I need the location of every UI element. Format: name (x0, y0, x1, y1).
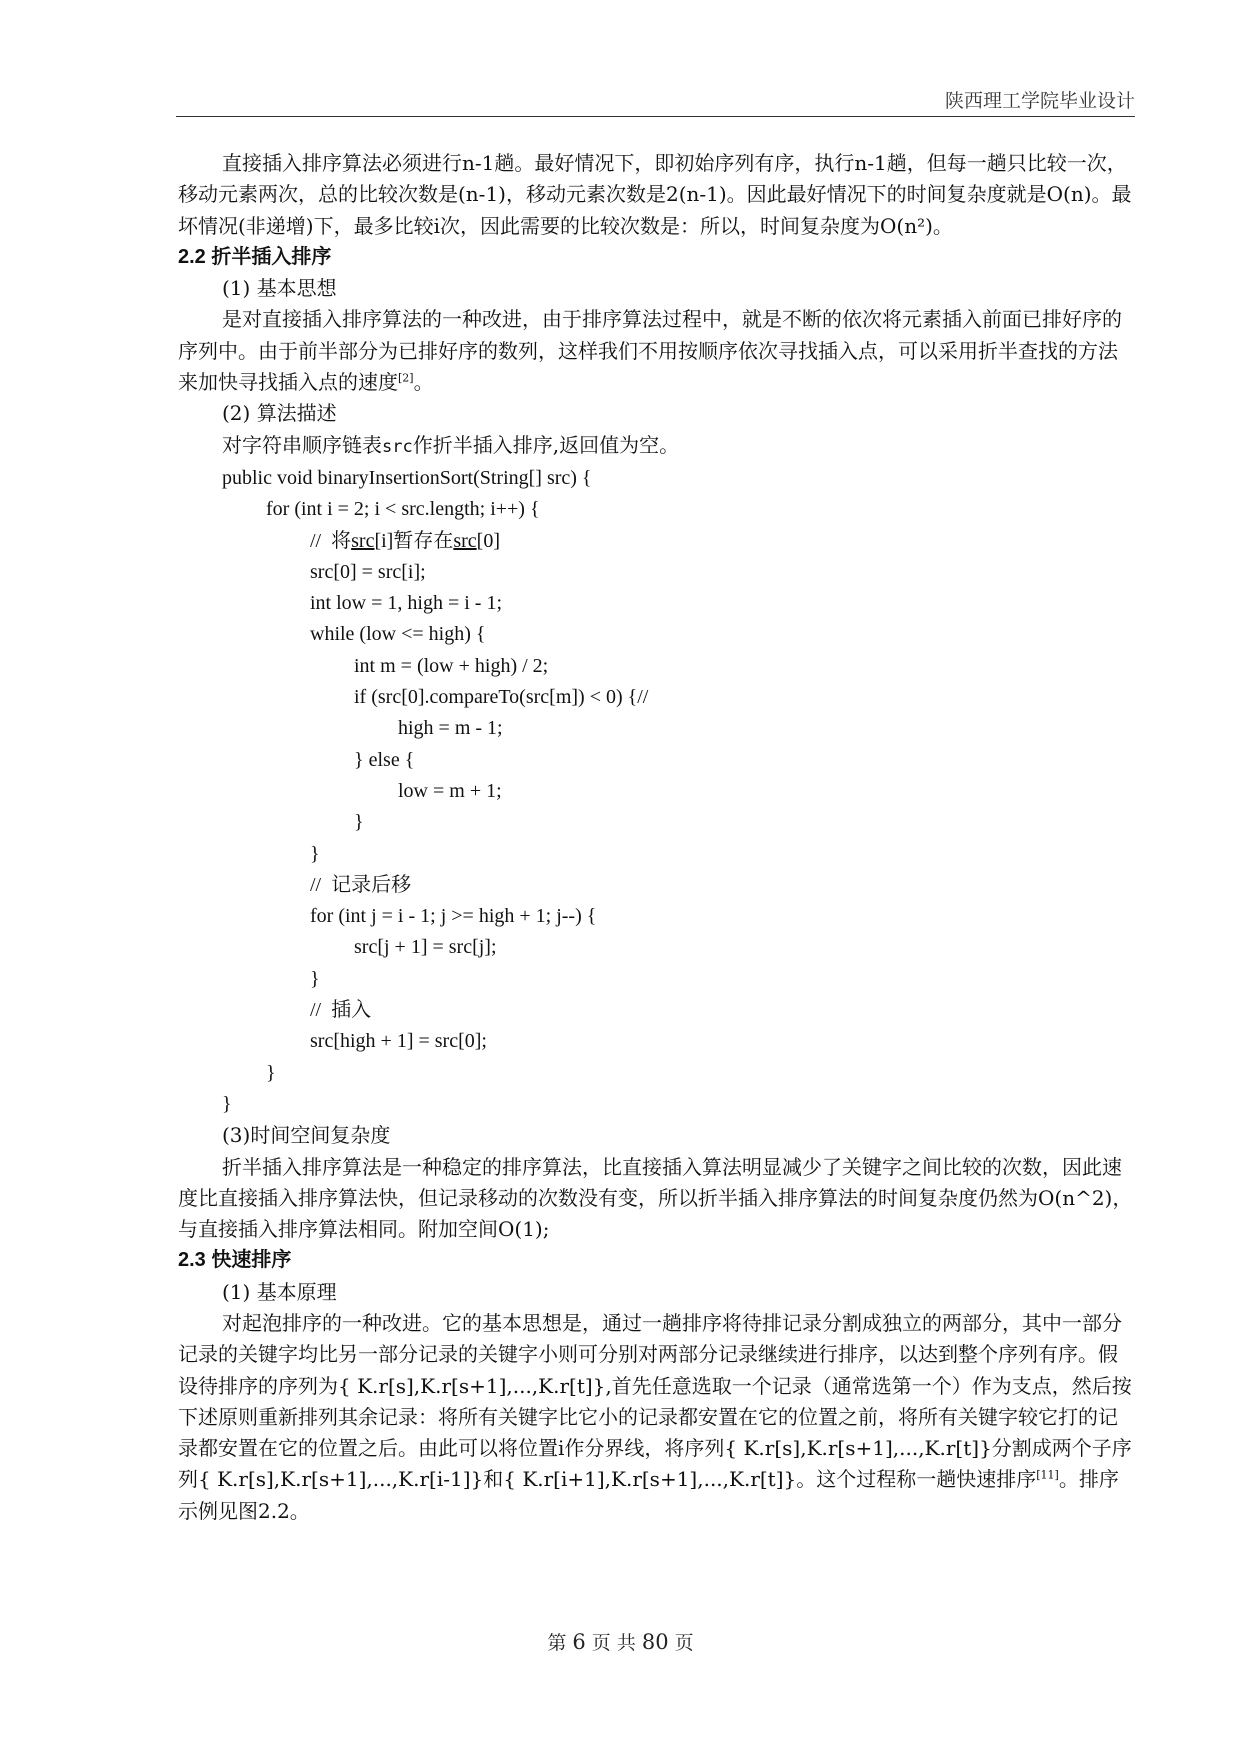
code-line: if (src[0].compareTo(src[m]) < 0) {// (354, 686, 649, 709)
intro-paragraph: 直接插入排序算法必须进行n-1趟。最好情况下，即初始序列有序，执行n-1趟，但每一趟只比较一次，移动元素两次，总的比较次数是(n-1)，移动元素次数是2(n-1)。因此最好情况下的时间复杂度就是O(n)。最坏情况(非递增)下，最多比较i次，因此需要的比较次数是：所以，时间复杂度为O(n²)。 (178, 151, 1132, 238)
section-heading-2-3: 2.3 快速排序 (178, 1249, 292, 1272)
code-line: src[j + 1] = src[j]; (354, 936, 497, 959)
code-line: high = m - 1; (398, 717, 503, 740)
paragraph-algorithm: 对字符串顺序链表src作折半插入排序,返回值为空。 (222, 432, 680, 457)
code-line: // 将src[i]暂存在src[0] (310, 529, 500, 552)
citation-ref: [11] (1036, 1468, 1059, 1482)
code-line: src[high + 1] = src[0]; (310, 1030, 487, 1053)
code-line: } (310, 842, 320, 865)
code-line: public void binaryInsertionSort(String[] src) { (222, 466, 592, 489)
subheading-algorithm: (2) 算法描述 (222, 401, 337, 426)
code-line: int m = (low + high) / 2; (354, 654, 549, 677)
paragraph-quicksort: 对起泡排序的一种改进。它的基本思想是，通过一趟排序将待排记录分割成独立的两部分，其中一部分记录的关键字均比另一部分记录的关键字小则可分别对两部分记录继续进行排序，以达到整个序列有序。假设待排序的序列为{ K.r[s],K.r[s+1],...,K.r[t]},首先任意选取一个记录（通常选第一个）作为支点，然后按下述原则重新排列其余记录：将所有关键字比它小的记录都安置在它的位置之前，将所有关键字较它打的记录都安置在它的位置之后。由此可以将位置i作分界线，将序列{ K.r[s],K.r[s+1],...,K.r[t]}分割成两个子序列{ K.r[s],K.r[s+1],...,K.r[i-1]}和{ K.r[i+1],K.r[s+1],...,K.r[t]}。这个过程称一趟快速排序[11]。排序示例见图2.2。 (178, 1310, 1132, 1523)
code-line: } (310, 967, 320, 990)
code-line: } (266, 1061, 276, 1084)
code-line: } (222, 1092, 232, 1115)
code-line: low = m + 1; (398, 779, 502, 802)
code-line: while (low <= high) { (310, 623, 486, 646)
page-header: 陕西理工学院毕业设计 (176, 86, 1135, 117)
section-heading-2-2: 2.2 折半插入排序 (178, 245, 332, 268)
page-number: 6 (572, 1630, 586, 1654)
page-footer: 第 6 页 共 80 页 (547, 1630, 694, 1654)
total-pages: 80 (641, 1630, 669, 1654)
code-line: // 记录后移 (310, 873, 412, 896)
paragraph-basic-idea: 是对直接插入排序算法的一种改进，由于排序算法过程中，就是不断的依次将元素插入前面已排好序的序列中。由于前半部分为已排好序的数列，这样我们不用按顺序依次寻找插入点，可以采用折半查找的方法来加快寻找插入点的速度[2]。 (178, 307, 1122, 395)
code-line: } (354, 811, 364, 834)
code-line: int low = 1, high = i - 1; (310, 592, 503, 615)
code-line: src[0] = src[i]; (310, 560, 426, 583)
code-block (178, 463, 1133, 1120)
code-line: // 插入 (310, 999, 372, 1022)
page-body (178, 148, 1133, 1527)
subheading-basic-principle: (1) 基本原理 (222, 1279, 337, 1304)
code-line: for (int i = 2; i < src.length; i++) { (266, 498, 540, 521)
code-line: } else { (354, 748, 415, 771)
paragraph-complexity: 折半插入排序算法是一种稳定的排序算法，比直接插入算法明显减少了关键字之间比较的次数，因此速度比直接插入排序算法快，但记录移动的次数没有变，所以折半插入排序算法的时间复杂度仍然为O(n^2)，与直接插入排序算法相同。附加空间O(1); (178, 1154, 1133, 1242)
subheading-complexity: (3)时间空间复杂度 (222, 1123, 391, 1148)
citation-ref: [2] (398, 371, 414, 385)
subheading-basic-idea: (1) 基本思想 (222, 276, 337, 301)
code-line: for (int j = i - 1; j >= high + 1; j--) { (310, 905, 597, 928)
